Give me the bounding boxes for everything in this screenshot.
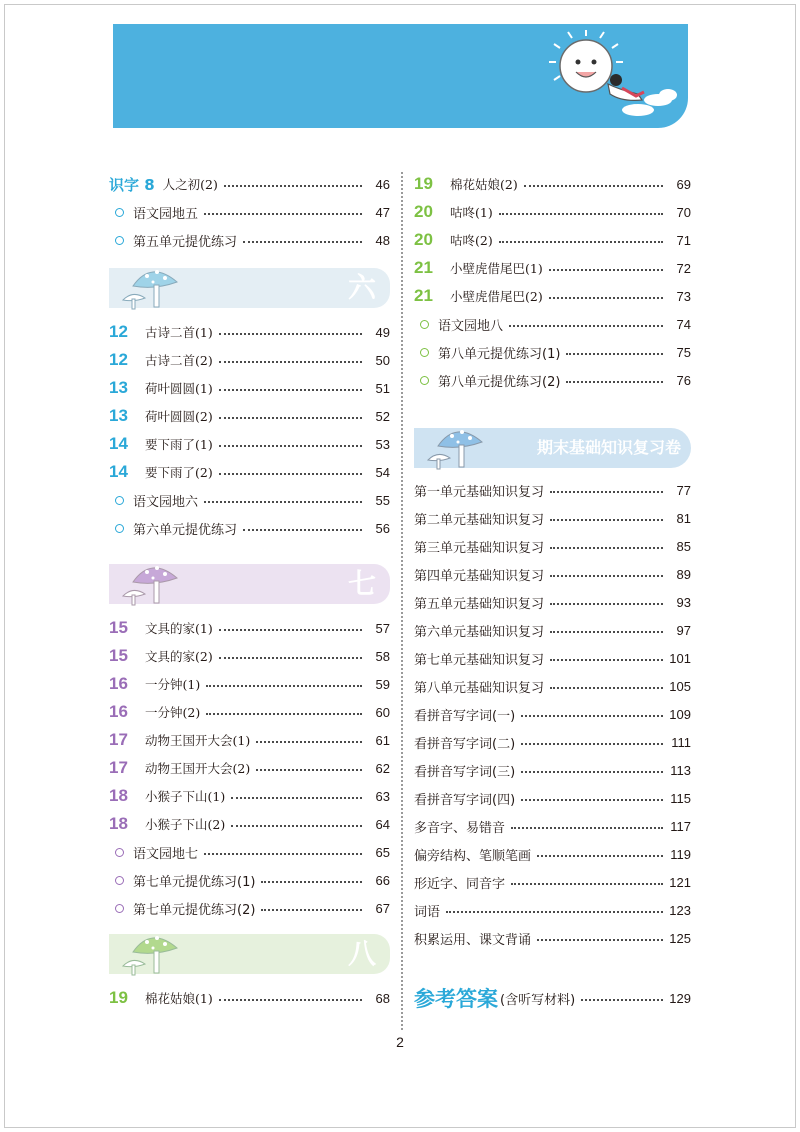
entry-title: 积累运用、课文背诵 bbox=[414, 932, 532, 948]
leader-dots bbox=[511, 883, 663, 885]
leader-dots bbox=[550, 603, 663, 605]
entry-page: 62 bbox=[375, 760, 390, 776]
entry-page: 75 bbox=[676, 344, 691, 360]
leader-dots bbox=[231, 797, 362, 799]
entry-title: 看拼音写字词(一) bbox=[414, 708, 516, 724]
entry-page: 117 bbox=[670, 818, 691, 834]
entry-title: 多音字、易错音 bbox=[414, 820, 506, 836]
entry-number: 18 bbox=[109, 814, 128, 833]
toc-entry[interactable] bbox=[109, 226, 390, 254]
entry-page: 49 bbox=[375, 324, 390, 340]
leader-dots bbox=[509, 325, 663, 327]
column-divider bbox=[401, 172, 403, 1030]
page-number: 2 bbox=[396, 1034, 404, 1050]
toc-entry[interactable] bbox=[109, 346, 390, 374]
entry-page: 64 bbox=[375, 816, 390, 832]
leader-dots bbox=[537, 855, 663, 857]
entry-page: 129 bbox=[669, 990, 691, 1006]
leader-dots bbox=[219, 389, 362, 391]
entry-page: 123 bbox=[669, 902, 691, 918]
entry-page: 81 bbox=[676, 510, 691, 526]
entry-title: 要下雨了(1) bbox=[145, 437, 213, 452]
entry-title: 看拼音写字词(三) bbox=[414, 764, 516, 780]
leader-dots bbox=[581, 999, 663, 1001]
entry-title: 第八单元提优练习(2) bbox=[438, 374, 561, 390]
entry-title: 荷叶圆圆(1) bbox=[145, 381, 213, 396]
leader-dots bbox=[219, 417, 362, 419]
toc-entry[interactable] bbox=[414, 616, 691, 644]
entry-title: 第一单元基础知识复习 bbox=[414, 484, 545, 500]
toc-entry[interactable] bbox=[414, 672, 691, 700]
leader-dots bbox=[521, 715, 663, 717]
entry-page: 48 bbox=[375, 232, 390, 248]
circle-bullet-icon bbox=[420, 348, 429, 357]
mushroom-icon bbox=[121, 926, 191, 982]
toc-entry[interactable] bbox=[414, 366, 691, 394]
leader-dots bbox=[219, 657, 362, 659]
entry-page: 119 bbox=[670, 846, 691, 862]
leader-dots bbox=[219, 445, 362, 447]
entry-number: 19 bbox=[414, 174, 433, 193]
toc-entry[interactable] bbox=[414, 840, 691, 868]
entry-page: 59 bbox=[375, 676, 390, 692]
entry-number: 21 bbox=[414, 258, 433, 277]
toc-entry[interactable] bbox=[109, 458, 390, 486]
entry-title: 古诗二首(1) bbox=[145, 325, 213, 340]
toc-entry[interactable] bbox=[109, 782, 390, 810]
unit-label: 六 bbox=[347, 271, 376, 304]
leader-dots bbox=[243, 241, 362, 243]
unit-label: 七 bbox=[347, 567, 376, 600]
entry-number: 12 bbox=[109, 350, 128, 369]
entry-title: 语文园地六 bbox=[133, 494, 199, 510]
entry-title: 第三单元基础知识复习 bbox=[414, 540, 545, 556]
circle-bullet-icon bbox=[115, 848, 124, 857]
leader-dots bbox=[550, 631, 663, 633]
entry-page: 67 bbox=[375, 900, 390, 916]
entry-page: 63 bbox=[375, 788, 390, 804]
leader-dots bbox=[499, 213, 663, 215]
leader-dots bbox=[261, 909, 362, 911]
entry-page: 105 bbox=[669, 678, 691, 694]
entry-title: 看拼音写字词(二) bbox=[414, 736, 516, 752]
leader-dots bbox=[549, 269, 663, 271]
leader-dots bbox=[521, 743, 663, 745]
circle-bullet-icon bbox=[115, 208, 124, 217]
entry-title: 小猴子下山(2) bbox=[145, 817, 226, 832]
toc-entry[interactable] bbox=[109, 698, 390, 726]
entry-title: 动物王国开大会(2) bbox=[145, 761, 251, 776]
entry-page: 61 bbox=[375, 732, 390, 748]
mushroom-icon bbox=[426, 420, 496, 476]
entry-page: 89 bbox=[676, 566, 691, 582]
toc-entry[interactable] bbox=[414, 198, 691, 226]
entry-title: 人之初(2) bbox=[162, 177, 218, 192]
entry-title: 第六单元提优练习 bbox=[133, 522, 238, 538]
leader-dots bbox=[566, 353, 663, 355]
entry-page: 69 bbox=[676, 176, 691, 192]
entry-title: 看拼音写字词(四) bbox=[414, 792, 516, 808]
entry-title: 荷叶圆圆(2) bbox=[145, 409, 213, 424]
toc-entry[interactable] bbox=[414, 254, 691, 282]
leader-dots bbox=[566, 381, 663, 383]
entry-page: 66 bbox=[375, 872, 390, 888]
leader-dots bbox=[231, 825, 362, 827]
entry-page: 50 bbox=[375, 352, 390, 368]
unit-eight-entries bbox=[414, 170, 691, 394]
entry-page: 113 bbox=[670, 762, 691, 778]
entry-title: 第二单元基础知识复习 bbox=[414, 512, 545, 528]
entry-page: 77 bbox=[676, 482, 691, 498]
entry-title: 小猴子下山(1) bbox=[145, 789, 226, 804]
toc-entry[interactable] bbox=[109, 642, 390, 670]
toc-entry[interactable] bbox=[414, 896, 691, 924]
unit-label: 八 bbox=[347, 937, 376, 970]
circle-bullet-icon bbox=[115, 876, 124, 885]
toc-entry[interactable] bbox=[414, 282, 691, 310]
final-review-entries bbox=[414, 476, 691, 952]
entry-number: 15 bbox=[109, 646, 128, 665]
unit-six-header bbox=[109, 268, 390, 308]
entry-page: 54 bbox=[375, 464, 390, 480]
answers-entry[interactable] bbox=[414, 982, 691, 1014]
entry-number: 识字 8 bbox=[109, 175, 155, 194]
entry-title: 第五单元提优练习 bbox=[133, 234, 238, 250]
toc-entry[interactable] bbox=[109, 430, 390, 458]
toc-entry[interactable] bbox=[109, 514, 390, 542]
entry-page: 74 bbox=[676, 316, 691, 332]
circle-bullet-icon bbox=[115, 496, 124, 505]
entry-page: 52 bbox=[375, 408, 390, 424]
circle-bullet-icon bbox=[420, 320, 429, 329]
leader-dots bbox=[219, 999, 362, 1001]
leader-dots bbox=[219, 333, 362, 335]
entry-title: 形近字、同音字 bbox=[414, 876, 506, 892]
toc-entry[interactable] bbox=[414, 924, 691, 952]
entry-page: 76 bbox=[676, 372, 691, 388]
entry-page: 73 bbox=[676, 288, 691, 304]
entry-page: 121 bbox=[669, 874, 691, 890]
header-banner bbox=[113, 24, 688, 128]
entry-number: 20 bbox=[414, 202, 433, 221]
entry-page: 51 bbox=[375, 380, 390, 396]
entry-number: 14 bbox=[109, 434, 128, 453]
entry-page: 65 bbox=[375, 844, 390, 860]
entry-title: 棉花姑娘(1) bbox=[145, 991, 213, 1006]
toc-entry[interactable] bbox=[414, 170, 691, 198]
entry-page: 47 bbox=[375, 204, 390, 220]
leader-dots bbox=[537, 939, 663, 941]
entry-page: 60 bbox=[375, 704, 390, 720]
leader-dots bbox=[204, 501, 362, 503]
toc-entry[interactable] bbox=[109, 374, 390, 402]
leader-dots bbox=[521, 771, 663, 773]
toc-entry[interactable] bbox=[109, 486, 390, 514]
leader-dots bbox=[550, 659, 663, 661]
circle-bullet-icon bbox=[115, 904, 124, 913]
entry-title: 小壁虎借尾巴(2) bbox=[450, 289, 543, 304]
toc-entry[interactable] bbox=[414, 338, 691, 366]
leader-dots bbox=[446, 911, 663, 913]
entry-page: 109 bbox=[669, 706, 691, 722]
entry-title: 词语 bbox=[414, 904, 441, 920]
toc-entry[interactable] bbox=[109, 670, 390, 698]
entry-page: 56 bbox=[375, 520, 390, 536]
toc-entry[interactable] bbox=[109, 318, 390, 346]
entry-page: 46 bbox=[375, 176, 390, 192]
entry-page: 57 bbox=[375, 620, 390, 636]
leader-dots bbox=[550, 491, 663, 493]
entry-title: 偏旁结构、笔顺笔画 bbox=[414, 848, 532, 864]
entry-title: 文具的家(1) bbox=[145, 621, 213, 636]
toc-entry[interactable] bbox=[414, 476, 691, 504]
mushroom-icon bbox=[121, 556, 191, 612]
leader-dots bbox=[256, 769, 362, 771]
leader-dots bbox=[521, 799, 663, 801]
entry-title: 第八单元提优练习(1) bbox=[438, 346, 561, 362]
entry-title: 动物王国开大会(1) bbox=[145, 733, 251, 748]
entry-number: 19 bbox=[109, 988, 128, 1007]
toc-entry[interactable] bbox=[414, 226, 691, 254]
leader-dots bbox=[256, 741, 362, 743]
entry-page: 68 bbox=[375, 990, 390, 1006]
leader-dots bbox=[511, 827, 663, 829]
entry-title: 咕咚(2) bbox=[450, 233, 493, 248]
entry-number: 16 bbox=[109, 674, 128, 693]
toc-entry[interactable] bbox=[414, 700, 691, 728]
entry-title: 第八单元基础知识复习 bbox=[414, 680, 545, 696]
entry-page: 93 bbox=[676, 594, 691, 610]
toc-entry[interactable] bbox=[109, 754, 390, 782]
entry-title: 第六单元基础知识复习 bbox=[414, 624, 545, 640]
entry-page: 125 bbox=[669, 930, 691, 946]
leader-dots bbox=[550, 575, 663, 577]
entry-title: 咕咚(1) bbox=[450, 205, 493, 220]
entry-title: 文具的家(2) bbox=[145, 649, 213, 664]
toc-entry[interactable] bbox=[414, 784, 691, 812]
entry-number: 13 bbox=[109, 406, 128, 425]
unit-seven-entries bbox=[109, 614, 390, 922]
toc-entry[interactable] bbox=[414, 532, 691, 560]
entry-title: 一分钟(1) bbox=[145, 677, 201, 692]
leader-dots bbox=[204, 853, 362, 855]
entry-title: 第七单元基础知识复习 bbox=[414, 652, 545, 668]
entry-number: 18 bbox=[109, 786, 128, 805]
entry-page: 85 bbox=[676, 538, 691, 554]
answers-title: 参考答案 bbox=[414, 987, 498, 1011]
entry-title: 一分钟(2) bbox=[145, 705, 201, 720]
entry-page: 115 bbox=[670, 790, 691, 806]
entry-title: 语文园地八 bbox=[438, 318, 504, 334]
toc-entry[interactable] bbox=[109, 838, 390, 866]
leader-dots bbox=[261, 881, 362, 883]
toc-entry[interactable] bbox=[414, 728, 691, 756]
entry-page: 55 bbox=[375, 492, 390, 508]
final-review-header bbox=[414, 428, 691, 468]
entry-title: 语文园地五 bbox=[133, 206, 199, 222]
toc-entry[interactable] bbox=[414, 756, 691, 784]
entry-page: 58 bbox=[375, 648, 390, 664]
entry-title: 古诗二首(2) bbox=[145, 353, 213, 368]
toc-right-column bbox=[414, 170, 691, 1014]
leader-dots bbox=[550, 519, 663, 521]
entry-title: 要下雨了(2) bbox=[145, 465, 213, 480]
toc-left-column bbox=[109, 170, 390, 1012]
leader-dots bbox=[219, 361, 362, 363]
entry-number: 20 bbox=[414, 230, 433, 249]
toc-entry[interactable] bbox=[109, 984, 390, 1012]
leader-dots bbox=[524, 185, 663, 187]
toc-entry[interactable] bbox=[414, 812, 691, 840]
toc-entry[interactable] bbox=[109, 894, 390, 922]
toc-entry[interactable] bbox=[414, 868, 691, 896]
toc-entry[interactable] bbox=[414, 504, 691, 532]
leader-dots bbox=[206, 685, 362, 687]
leader-dots bbox=[206, 713, 362, 715]
mushroom-icon bbox=[121, 260, 191, 316]
toc-entry[interactable] bbox=[414, 310, 691, 338]
leader-dots bbox=[243, 529, 362, 531]
toc-entry[interactable] bbox=[414, 644, 691, 672]
entry-title: 第四单元基础知识复习 bbox=[414, 568, 545, 584]
toc-entry[interactable] bbox=[109, 866, 390, 894]
final-review-label: 期末基础知识复习卷 bbox=[536, 438, 681, 457]
toc-entry[interactable] bbox=[109, 402, 390, 430]
entry-title: 第七单元提优练习(1) bbox=[133, 874, 256, 890]
unit-six-entries bbox=[109, 318, 390, 542]
leader-dots bbox=[219, 473, 362, 475]
toc-entry[interactable] bbox=[414, 588, 691, 616]
leader-dots bbox=[499, 241, 663, 243]
entry-number: 12 bbox=[109, 322, 128, 341]
entry-number: 17 bbox=[109, 758, 128, 777]
entry-page: 101 bbox=[669, 650, 691, 666]
leader-dots bbox=[549, 297, 663, 299]
toc-entry[interactable] bbox=[109, 170, 390, 198]
leader-dots bbox=[550, 547, 663, 549]
entry-number: 16 bbox=[109, 702, 128, 721]
toc-entry[interactable] bbox=[109, 198, 390, 226]
entry-title: 棉花姑娘(2) bbox=[450, 177, 518, 192]
entry-page: 70 bbox=[676, 204, 691, 220]
entry-page: 72 bbox=[676, 260, 691, 276]
unit-seven-header bbox=[109, 564, 390, 604]
unit-eight-header bbox=[109, 934, 390, 974]
toc-entry[interactable] bbox=[109, 614, 390, 642]
circle-bullet-icon bbox=[115, 236, 124, 245]
entry-title: 语文园地七 bbox=[133, 846, 199, 862]
toc-entry[interactable] bbox=[109, 726, 390, 754]
entry-page: 53 bbox=[375, 436, 390, 452]
entry-page: 71 bbox=[676, 232, 691, 248]
entry-number: 21 bbox=[414, 286, 433, 305]
circle-bullet-icon bbox=[115, 524, 124, 533]
entry-title: 第七单元提优练习(2) bbox=[133, 902, 256, 918]
leader-dots bbox=[204, 213, 362, 215]
toc-entry[interactable] bbox=[414, 560, 691, 588]
circle-bullet-icon bbox=[420, 376, 429, 385]
entry-title: 第五单元基础知识复习 bbox=[414, 596, 545, 612]
entry-number: 13 bbox=[109, 378, 128, 397]
entry-page: 97 bbox=[676, 622, 691, 638]
leader-dots bbox=[219, 629, 362, 631]
leader-dots bbox=[224, 185, 362, 187]
entry-number: 14 bbox=[109, 462, 128, 481]
entry-number: 17 bbox=[109, 730, 128, 749]
sun-and-child-icon bbox=[518, 24, 688, 128]
answers-subtitle: (含听写材料) bbox=[500, 992, 576, 1008]
leader-dots bbox=[550, 687, 663, 689]
entry-title: 小壁虎借尾巴(1) bbox=[450, 261, 543, 276]
entry-number: 15 bbox=[109, 618, 128, 637]
toc-entry[interactable] bbox=[109, 810, 390, 838]
entry-page: 111 bbox=[671, 734, 691, 750]
